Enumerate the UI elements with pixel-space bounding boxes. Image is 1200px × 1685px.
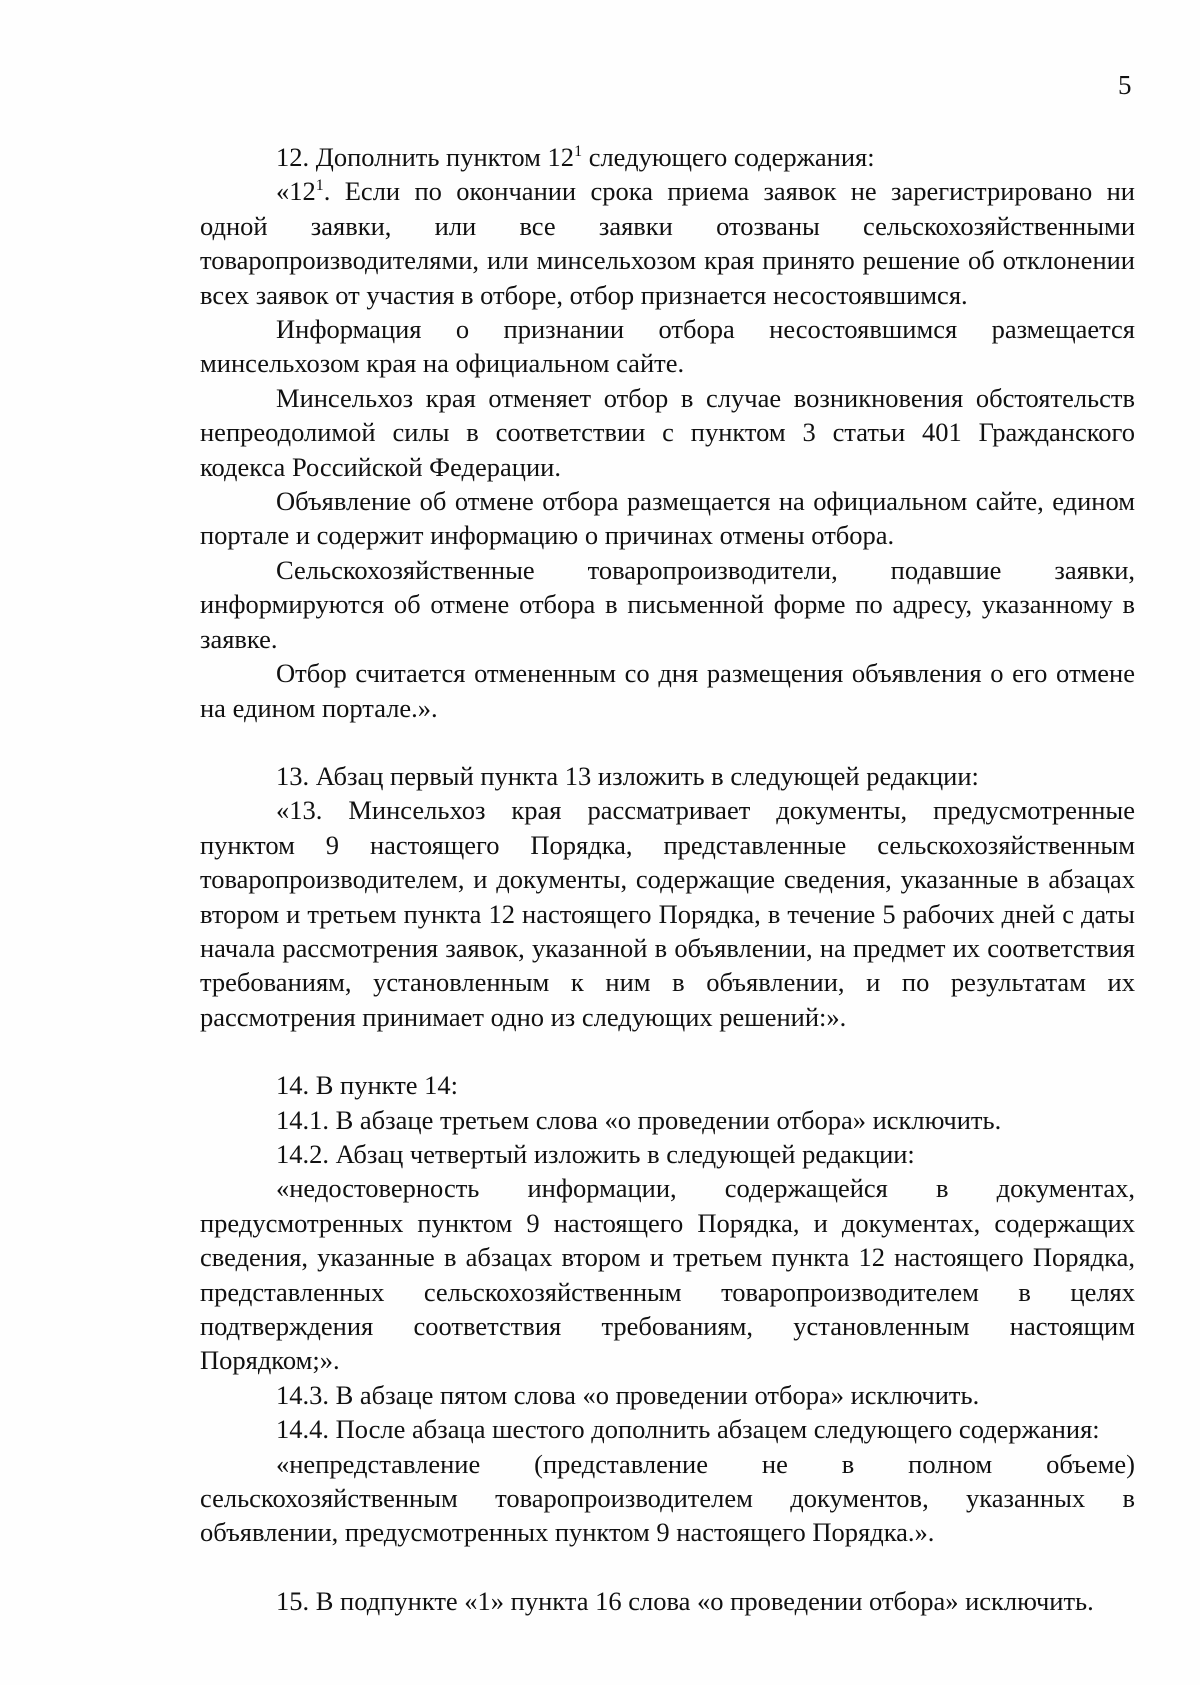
paragraph: Минсельхоз края отменяет отбор в случае возникновения обстоятельств непреодолимой силы в соответствии с пунктом 3 статьи 401 Гражданского кодекса Российской Федерации.: [200, 382, 1135, 482]
paragraph: 14.1. В абзаце третьем слова «о проведении отбора» исключить.: [276, 1104, 1002, 1135]
paragraph-item-14: 14. В пункте 14:: [276, 1070, 459, 1101]
paragraph: «непредставление (представление не в полном объеме) сельскохозяйственным товаропроизводителем документов, указанных в объявлении, предусмотренных пунктом 9 настоящего Порядка.».: [200, 1448, 1135, 1548]
document-body: [200, 140, 1135, 1618]
paragraph: Сельскохозяйственные товаропроизводители, подавшие заявки, информируются об отмене отбора в письменной форме по адресу, указанному в заявке.: [200, 554, 1135, 654]
paragraph-item-13: 13. Абзац первый пункта 13 изложить в следующей редакции:: [276, 760, 979, 791]
page-number: 5: [1118, 70, 1132, 100]
paragraph: «недостоверность информации, содержащейся в документах, предусмотренных пунктом 9 настоящего Порядка, и документах, содержащих сведения, указанные в абзацах втором и третьем пункта 12 настоящего Порядка, представленных сельскохозяйственным товаропроизводителем в целях подтверждения соответствия требованиям, установленным настоящим Порядком;».: [200, 1173, 1135, 1376]
paragraph-item-15: 15. В подпункте «1» пункта 16 слова «о проведении отбора» исключить.: [276, 1585, 1094, 1616]
paragraph: Объявление об отмене отбора размещается на официальном сайте, едином портале и содержит информацию о причинах отмены отбора.: [200, 486, 1135, 551]
paragraph: 14.2. Абзац четвертый изложить в следующей редакции:: [276, 1138, 915, 1169]
paragraph: 14.3. В абзаце пятом слова «о проведении отбора» исключить.: [276, 1379, 980, 1410]
paragraph: Отбор считается отмененным со дня размещения объявления о его отмене на едином портале.».: [200, 658, 1135, 723]
paragraph-12-1-quote: «$12^1$. Если по окончании срока приема заявок не зарегистрировано ни одной заявки, или все заявки отозваны сельскохозяйственными товаропроизводителями, или минсельхозом края принято решение об отклонении всех заявок от участия в отборе, отбор признается несостоявшимся.: [200, 176, 1135, 310]
paragraph: 14.4. После абзаца шестого дополнить абзацем следующего содержания:: [276, 1414, 1100, 1445]
paragraph-item-12: 12. Дополнить пунктом $12^1$ следующего содержания:: [276, 142, 875, 172]
paragraph: «13. Минсельхоз края рассматривает документы, предусмотренные пунктом 9 настоящего Порядка, представленные сельскохозяйственным товаропроизводителем, и документы, содержащие сведения, указанные в абзацах втором и третьем пункта 12 настоящего Порядка, в течение 5 рабочих дней с даты начала рассмотрения заявок, указанной в объявлении, на предмет их соответствия требованиям, установленным к ним в объявлении, и по результатам их рассмотрения принимает одно из следующих решений:».: [200, 795, 1135, 1032]
paragraph: Информация о признании отбора несостоявшимся размещается минсельхозом края на официальном сайте.: [200, 314, 1135, 379]
